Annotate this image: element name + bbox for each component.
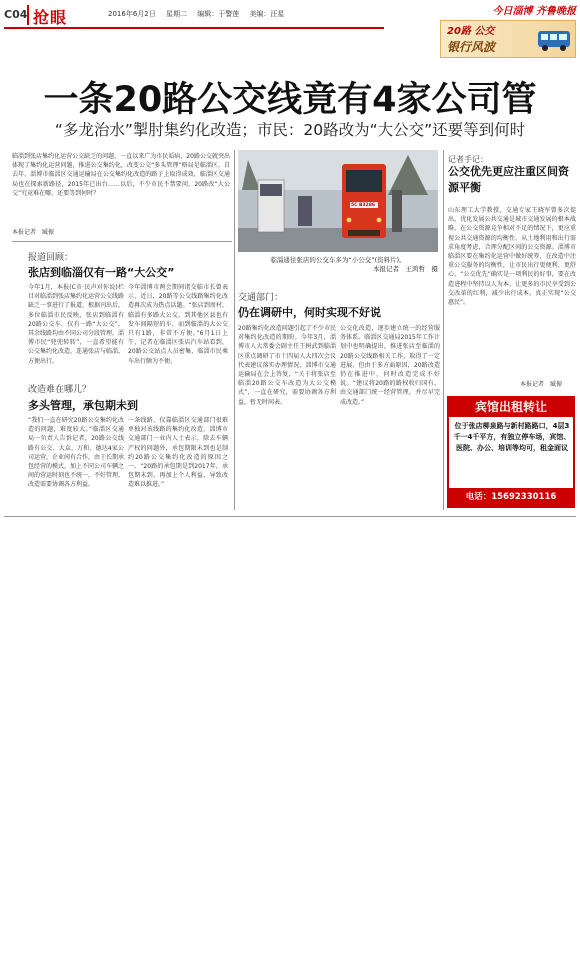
issue-date: 2016年6月2日 (108, 10, 156, 18)
news-photo (238, 150, 438, 252)
banner-line2: 银行风波 (447, 40, 496, 54)
series-banner (440, 20, 576, 58)
issue-weekday: 星期二 (165, 10, 187, 18)
section3-title: 仍在调研中，何时实现不好说 (238, 306, 381, 319)
commentary-title: 公交优先更应注重区间资源平衡 (448, 165, 569, 194)
photo-caption (238, 256, 438, 274)
lead-byline: 本报记者 臧振 (12, 229, 55, 236)
photo-credit: 本报记者 王鸿哲 摄 (373, 265, 438, 273)
commentary-byline: 本报记者 臧振 (520, 381, 563, 388)
editor-credit: 编辑：于警莲 (197, 10, 240, 18)
ad-title: 宾馆出租转让 (449, 398, 573, 417)
section1-col1: 今年1月，本报(C市·民声对你说)栏目对临淄到张店集约化运营公交线路缺乏一事进行了报道，根据刊出后，多位临淄市民反映，张店到临淄有20路公交车，仅有一路“大公交”，其余线路均由不同公司分段管理，淄博市民“兜兜转转”，一直希望能有公交集约化改造，连通张店与临淄，方便出行。 (28, 284, 124, 365)
lead-paragraph: 临淄到张店集约化运营公交缺乏的问题，一直以来广为市民诟病，20路公交就突出体现了集约化运营问题，推进公交集约化，改变公交“多头管理”格局是临淄区，自去年，淄博市临淄区交通运输局在公交集约化改造的路子上取得成效，临淄区交通局也在探索新路径，2015年已出台……以后，不少市民不禁要问，20路改“大公交”究竟难在哪，还要等到何时？ (12, 153, 230, 197)
street-scene-image (238, 150, 438, 252)
header-rule (4, 27, 384, 29)
section2-col1: “我们一直在研究20路公交集约化改造的问题，难度较大。”临淄区交通局一负责人告诉记者，20路公交线路有公交、大众、万和、德达4家公司运营，企业间有合作，由于长期承包经营的模式，加上不同公司车辆之间的营运时刻也不统一，不好管理，改造需要协调各方利益。 (28, 417, 124, 489)
section-name: 抢眼 (33, 8, 68, 27)
banner-line1: 20路 公交 (447, 26, 495, 37)
newspaper-brand: 今日淄博 齐鲁晚报 (492, 6, 576, 17)
header-divider (27, 5, 29, 25)
commentary-body: 山东理工大学教授、交通专家王晓军曾多次提出，优化发展公共交通是城市交通发展的根本战略。在公交资源竞争相对不足的情况下，更应重视公共交通资源的均衡性，从土地利用和出行需求角度考虑，合理分配区间的公交资源。淄博市临淄区要在集约化运营中做好统筹，在改造中注重公交服务的均衡性，让市民出行更便利、更舒心。“公交优先”确实是一项利民的好事，要在改造进程中坚持以人为本，让更多的市民享受到公交改革的红利，减少出行成本，真正实现“公交惠民”。 (448, 207, 576, 307)
section3-col2: 公交化改造，逐步建立统一的经营服务体系。临淄区交通局2015年工作计划中也明确提出，推进张店至临淄的20路公交线路相关工作，取得了一定进展，但由于多方面原因，20路改造仍在推进中，何时改造完成不好说。“建议将20路的路权收归国有，由交通部门统一经营管理，并尽早完成改造。” (340, 325, 440, 406)
section-divider (12, 241, 232, 242)
photo-caption-text: 临淄通往张店的公交车多为“小公交”(资料片)。 (270, 256, 406, 264)
section1-kicker: 报道回顾： (28, 253, 74, 263)
bus-plate: 5C B3286 (351, 203, 375, 208)
section1-title: 张店到临淄仅有一路“大公交” (28, 266, 175, 279)
section2-col2: 一条线路，仅靠临淄区交通部门很难单独对该线路的集约化改造。淄博市交通部门一业内人士表示，除去车辆产权的问题外，承包期限未到也是制约20路公交集约化改造的原因之一。“20路的承包期是到2017年，承包期未到，再加上个人利益，导致改造难以推进。” (128, 417, 228, 489)
column-divider (234, 150, 235, 510)
page-number: C04 (4, 8, 28, 21)
section2-title: 多头管理，承包期未到 (28, 399, 138, 412)
classified-ad (447, 396, 575, 508)
ad-body: 位于张店柳泉路与新村路路口，4层3千一4千平方，有独立停车场，宾馆、医院、办公、培训等均可，租金面议 (453, 422, 571, 452)
section3-kicker: 交通部门： (238, 293, 284, 303)
bottom-rule (4, 516, 576, 517)
column-divider (443, 150, 444, 510)
commentary-label: 记者手记： (448, 155, 488, 164)
section3-col1: 20路集约化改造问题引起了不少市民对集约化改造的期盼。今年3月，淄博市人大常委会副主任王树武到临淄区重点调研了市十四届人大四次会议代表建议落实办理情况，淄博市交通运输局在会上答复，“关于将张店至临淄20路公交车改造为大公交模式”，一直在研究，需要协调各方利益，暂无时间表。 (238, 325, 336, 406)
designer-credit: 美编：汪星 (249, 10, 285, 18)
bus-icon (537, 28, 571, 52)
main-headline: 一条20路公交线竟有4家公司管 (43, 80, 537, 120)
issue-meta (108, 9, 292, 19)
ad-phone: 电话：15692330116 (449, 488, 573, 506)
sub-headline: “多龙治水”掣肘集约化改造；市民：20路改为“大公交”还要等到何时 (54, 121, 526, 139)
section1-col2: 今年淄博市两会期间诸交临市长曾表示，近日，20路等公交线路集约化改造再次成为热点话题。“张店到周村，临淄有多路大公交，到其他区县也有发车间隔短的车，而到临淄的大公交只有1路，非常不方便。”6月1日上午，记者在临淄区张店汽车站看到，20路公交站点人员密集，临淄市民乘车出行颇为不便。 (128, 284, 228, 365)
section2-kicker: 改造难在哪儿？ (28, 385, 92, 395)
